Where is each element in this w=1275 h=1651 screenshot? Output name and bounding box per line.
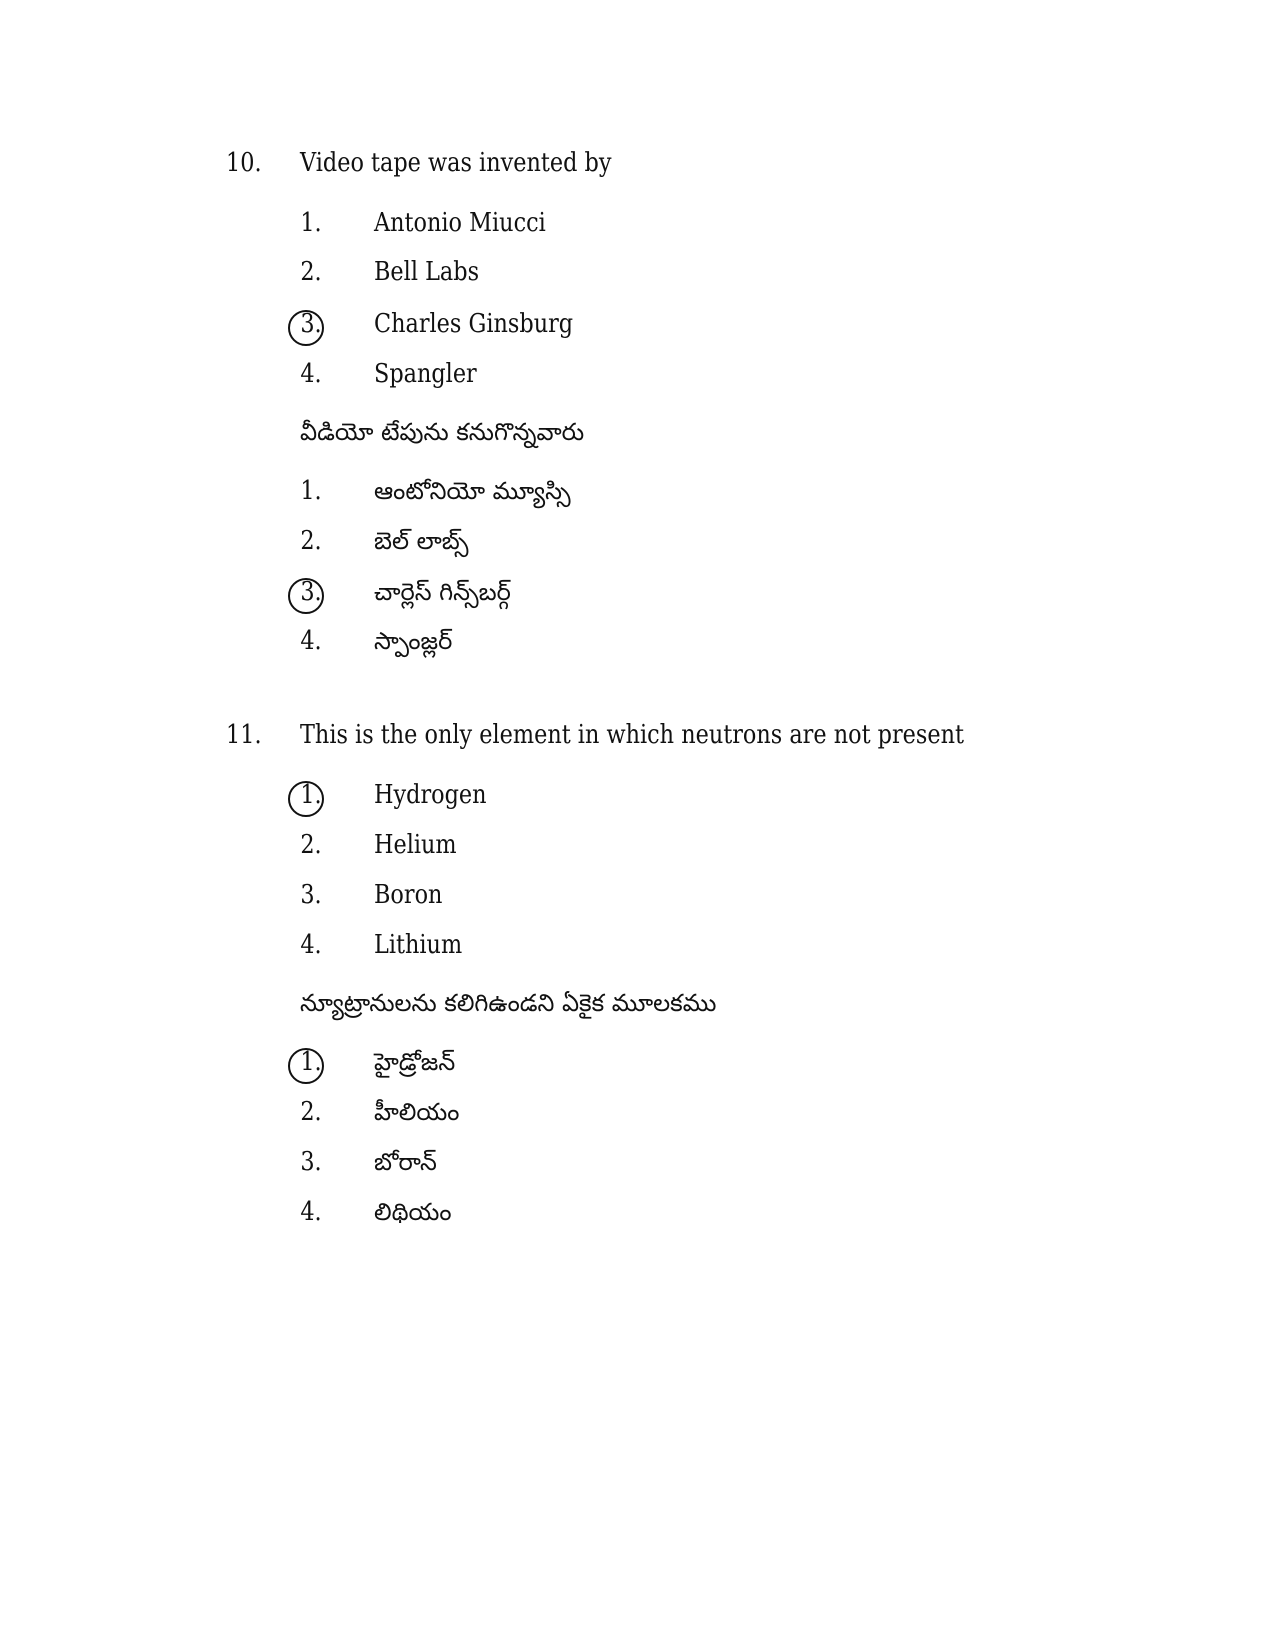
option-text: బెల్ లాబ్స్	[374, 527, 469, 555]
option-text: చార్లెస్ గిన్స్‌బర్గ్	[374, 578, 511, 606]
option-number: 3.	[300, 577, 322, 607]
option-text: Spangler	[374, 359, 477, 389]
option-text: Antonio Miucci	[374, 208, 546, 238]
option-text: Lithium	[374, 930, 463, 960]
option-number: 3.	[300, 880, 322, 910]
option-number: 2.	[300, 1097, 322, 1127]
option-text: బోరాన్	[374, 1148, 437, 1176]
option-number: 4.	[300, 1197, 322, 1227]
option-number: 4.	[300, 626, 322, 656]
option-number: 1.	[300, 1047, 322, 1077]
question-text-telugu: వీడియో టేపును కనుగొన్నవారు	[300, 418, 585, 446]
option-number: 1.	[300, 780, 322, 810]
option-text: హీలియం	[374, 1098, 460, 1126]
option-text: స్పాంజ్లర్	[374, 627, 453, 655]
option-number: 4.	[300, 930, 322, 960]
option-number: 1.	[300, 476, 322, 506]
question-text-telugu: న్యూట్రానులను కలిగిఉండని ఏకైక మూలకము	[300, 989, 717, 1017]
option-number: 4.	[300, 359, 322, 389]
option-text: Boron	[374, 880, 443, 910]
option-text: లిథియం	[374, 1198, 452, 1226]
question-number: 10.	[226, 148, 262, 178]
option-text: హైడ్రోజన్	[374, 1048, 456, 1076]
question-text-english: This is the only element in which neutrons are not present	[300, 720, 964, 750]
option-number: 2.	[300, 257, 322, 287]
option-number: 3.	[300, 1147, 322, 1177]
option-text: Bell Labs	[374, 257, 480, 287]
option-text: Hydrogen	[374, 780, 487, 810]
option-number: 1.	[300, 208, 322, 238]
question-text-english: Video tape was invented by	[300, 148, 612, 178]
option-number: 2.	[300, 526, 322, 556]
option-text: Helium	[374, 830, 457, 860]
option-text: ఆంటోనియో మ్యూస్సి	[374, 477, 571, 505]
option-number: 3.	[300, 309, 322, 339]
question-number: 11.	[226, 720, 262, 750]
option-text: Charles Ginsburg	[374, 309, 574, 339]
option-number: 2.	[300, 830, 322, 860]
